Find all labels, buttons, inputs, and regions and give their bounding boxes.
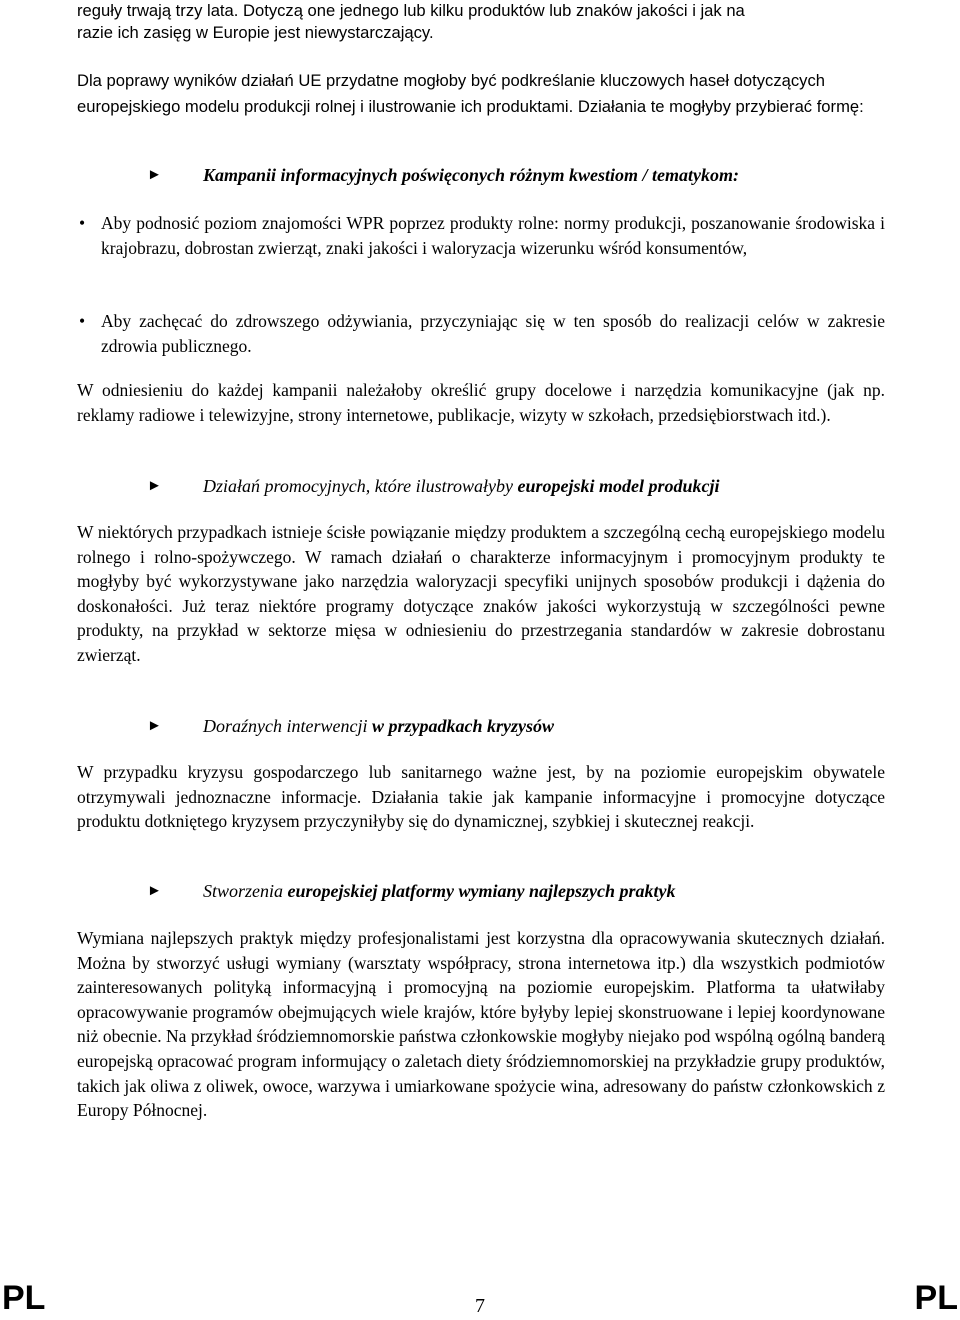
page-number: 7 [475, 1295, 485, 1317]
promotion-heading-plain: Działań promocyjnych, które ilustrowałyby [203, 476, 518, 496]
bullet-item [77, 309, 885, 358]
intro-paragraph-2: Dla poprawy wyników działań UE przydatne mogłoby być podkreślanie kluczowych haseł dotyczących europejskiego modelu produkcji rolnej i ilustrowanie ich produktami. Działania te mogłyby przybierać formę: [77, 71, 864, 116]
arrow-marker-icon: ► [147, 167, 162, 183]
bullet-dot-icon: • [79, 213, 86, 233]
bullet-text-1: Aby podnosić poziom znajomości WPR poprzez produkty rolne: normy produkcji, poszanowanie środowiska i krajobrazu, dobrostan zwierząt, znaki jakości i waloryzacja wizerunku wśród konsumentów, [101, 213, 885, 258]
footer-language-code-left: PL [2, 1279, 46, 1317]
campaigns-body-paragraph: W odniesieniu do każdej kampanii należałoby określić grupy docelowe i narzędzia komunikacyjne (jak np. reklamy radiowe i telewizyjne, strony internetowe, publikacje, wizyty w szkołach, przedsiębiorstwach itd.). [77, 380, 885, 425]
section-heading-crisis [77, 713, 903, 739]
crisis-heading-plain: Doraźnych interwencji [203, 716, 372, 736]
promotion-heading-bold: europejski model produkcji [517, 476, 720, 496]
crisis-heading-bold: w przypadkach kryzysów [371, 716, 554, 736]
section-heading-platform [77, 878, 943, 904]
platform-heading-bold: europejskiej platformy wymiany najlepszych praktyk [287, 881, 676, 901]
campaigns-heading-text: Kampanii informacyjnych poświęconych różnym kwestiom / tematykom: [203, 165, 739, 185]
platform-heading-plain: Stworzenia [203, 881, 288, 901]
bullet-dot-icon: • [79, 311, 86, 331]
platform-body-paragraph: Wymiana najlepszych praktyk między profesjonalistami jest korzystna dla opracowywania skutecznych działań. Można by stworzyć usługi wymiany (warsztaty współpracy, strona internetowa itp.) dla wszystkich podmiotów zainteresowanych polityką informacyjną i promocyjną na poziomie europejskim. Platforma ta ułatwiłaby opracowywanie programów obejmujących wiele krajów, które byłyby lepiej skonstruowane i lepiej koordynowane niż obecnie. Na przykład śródziemnomorskie państwa członkowskie mogłyby niejako pod wspólną ogólną banderą europejską opracować program informujący o zaletach diety śródziemnomorskiej na przykładzie grupy produktów, takich jak oliwa z oliwek, owoce, warzywa i umiarkowane spożycie wina, adresowany do państw członkowskich z Europy Północnej. [77, 928, 885, 1121]
page-footer [0, 1278, 960, 1318]
arrow-marker-icon: ► [147, 883, 162, 899]
intro-line-2: razie ich zasięg w Europie jest niewystarczający. [77, 23, 434, 42]
footer-language-code-right: PL [914, 1279, 958, 1317]
bullet-item [77, 211, 885, 260]
intro-paragraph [77, 0, 885, 44]
intro-line-1: reguły trwają trzy lata. Dotyczą one jednego lub kilku produktów lub znaków jakości i jak na [77, 1, 745, 20]
bullet-text-2: Aby zachęcać do zdrowszego odżywiania, przyczyniając się w ten sposób do realizacji celów w zakresie zdrowia publicznego. [101, 311, 885, 356]
crisis-body-paragraph: W przypadku kryzysu gospodarczego lub sanitarnego ważne jest, by na poziomie europejskim obywatele otrzymywali jednoznaczne informacje. Działania takie jak kampanie informacyjne i promocyjne dotyczące produktu dotkniętego kryzysem przyczyniłyby się do dynamicznej, szybkiej i skutecznej reakcji. [77, 762, 885, 832]
promotion-body-paragraph: W niektórych przypadkach istnieje ścisłe powiązanie między produktem a szczególną cechą europejskiego modelu rolnego i rolno-spożywczego. W ramach działań o charakterze informacyjnym i promocyjnym produkty te mogłyby być wykorzystywane jako narzędzia waloryzacji specyfiki unijnych sposobów produkcji i dążenia do doskonałości. Już teraz niektóre programy dotyczące znaków jakości wykorzystują w szczególności pewne produkty, na przykład w sektorze mięsa w odniesieniu do przestrzegania standardów w zakresie dobrostanu zwierząt. [77, 522, 885, 665]
arrow-marker-icon: ► [147, 718, 162, 734]
arrow-marker-icon: ► [147, 478, 162, 494]
section-heading-campaigns [77, 162, 903, 188]
section-heading-promotion [77, 473, 903, 499]
